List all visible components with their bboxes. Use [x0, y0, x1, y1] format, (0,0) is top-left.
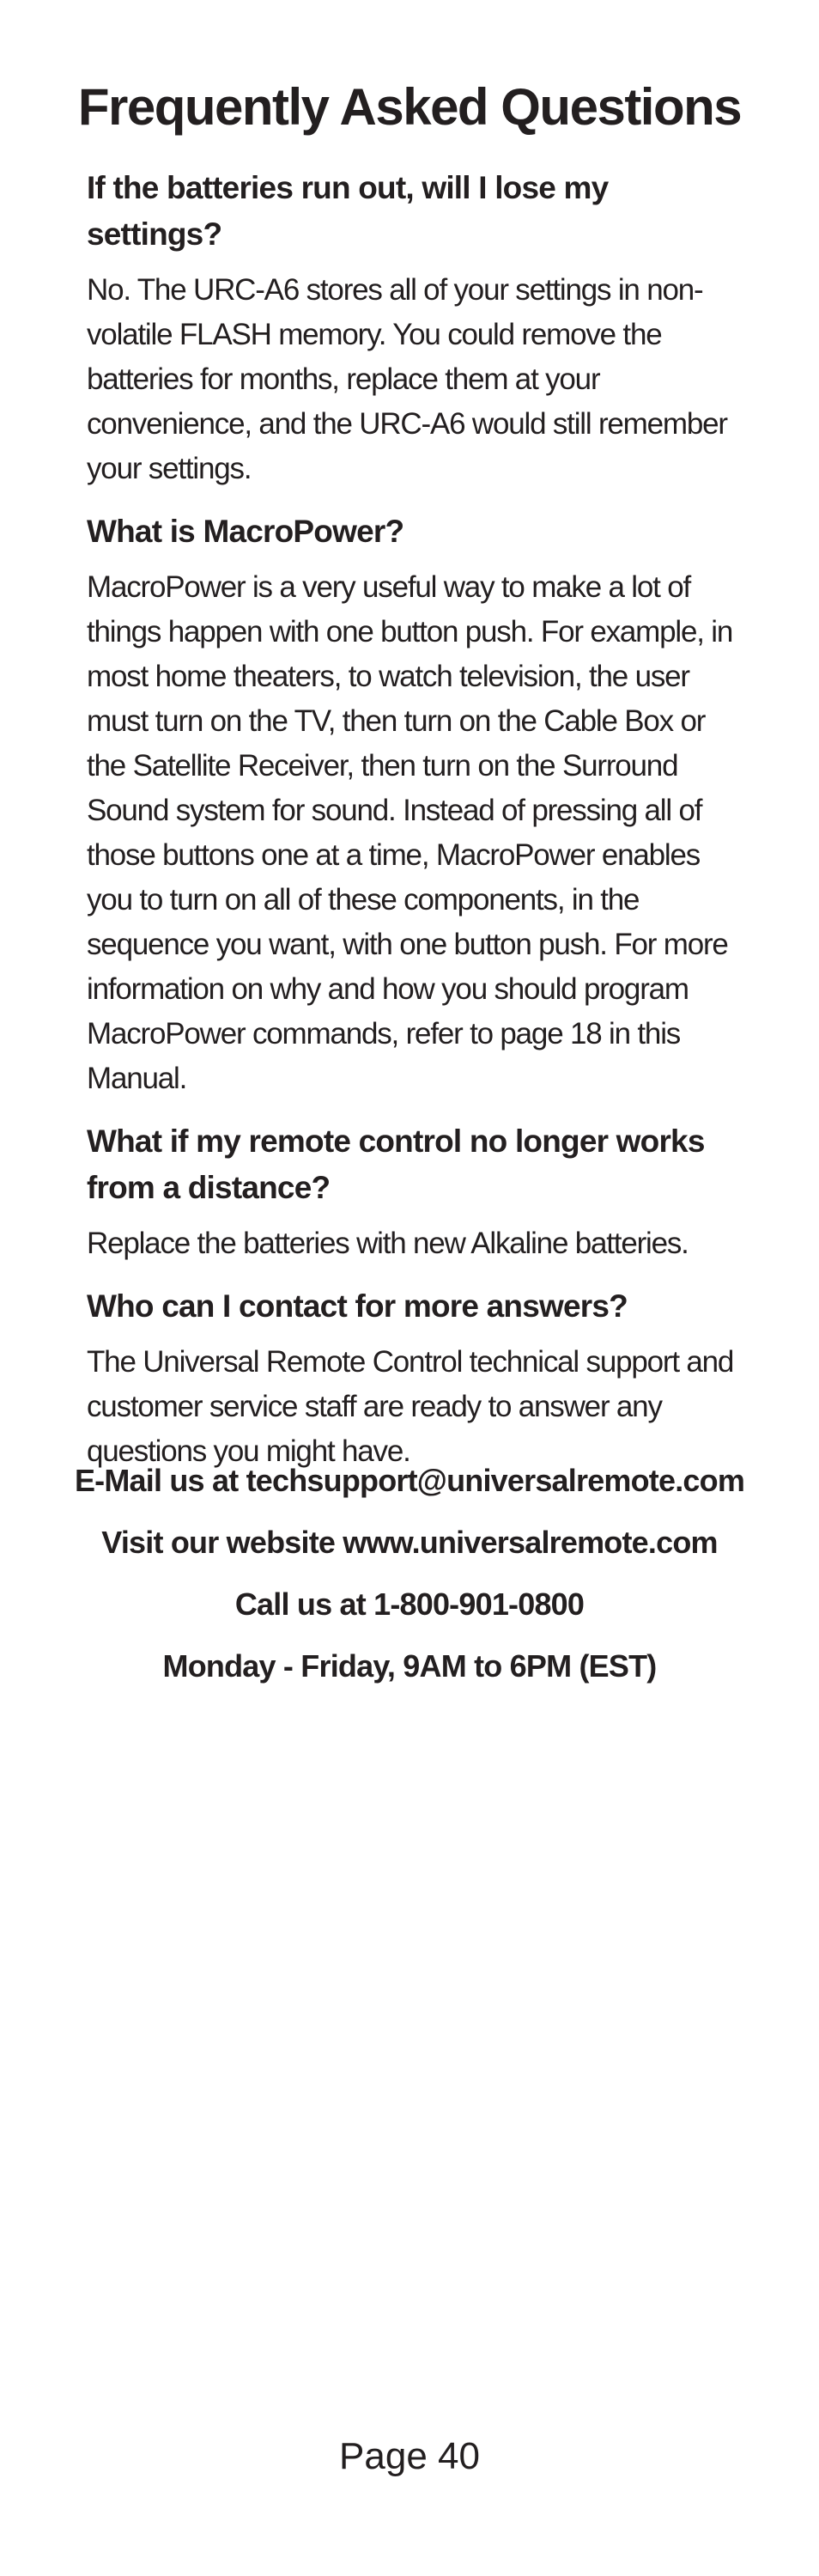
- contact-email: E-Mail us at techsupport@universalremote.com: [74, 1463, 745, 1498]
- faq-item-contact: [87, 1283, 739, 1474]
- faq-answer: The Universal Remote Control technical support and customer service staff are ready to answer any questions you might have.: [87, 1345, 734, 1468]
- faq-answer: No. The URC-A6 stores all of your settings in non-volatile FLASH memory. You could remove the batteries for months, replace them at your convenience, and the URC-A6 would still remember your settings.: [87, 273, 727, 485]
- faq-answer: MacroPower is a very useful way to make a lot of things happen with one button push. For example, in most home theaters, to watch television, the user must turn on the TV, then turn on the Cable Box or the Satellite Receiver, then turn on the Surround Sound system for sound. Instead of pressing all of those buttons one at a time, MacroPower enables you to turn on all of these components, in the sequence you want, with one button push. For more information on why and how you should program MacroPower commands, refer to page 18 in this Manual.: [87, 570, 733, 1095]
- faq-question: What is MacroPower?: [87, 514, 404, 549]
- page-title: Frequently Asked Questions: [77, 78, 742, 136]
- faq-item-distance: [87, 1118, 739, 1266]
- contact-phone: Call us at 1-800-901-0800: [234, 1586, 585, 1622]
- page-number: Page 40: [339, 2435, 480, 2477]
- faq-list: [87, 165, 739, 1491]
- contact-hours: Monday - Friday, 9AM to 6PM (EST): [162, 1648, 657, 1684]
- faq-question: Who can I contact for more answers?: [87, 1288, 628, 1324]
- contact-website: Visit our website www.universalremote.com: [101, 1525, 718, 1560]
- faq-question: If the batteries run out, will I lose my settings?: [87, 170, 609, 252]
- faq-item-macropower: [87, 509, 739, 1101]
- contact-info: [0, 1450, 819, 1697]
- faq-answer: Replace the batteries with new Alkaline batteries.: [87, 1227, 689, 1260]
- faq-item-batteries-settings: [87, 165, 739, 491]
- faq-question: What if my remote control no longer works from a distance?: [87, 1124, 705, 1205]
